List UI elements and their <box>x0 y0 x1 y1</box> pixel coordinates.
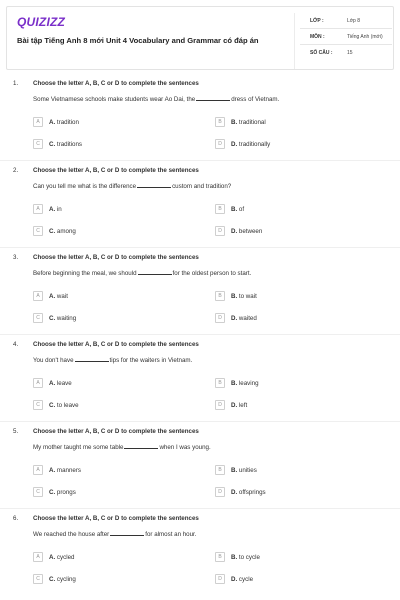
option-a-box[interactable]: A <box>33 465 43 475</box>
question-number: 5. <box>13 428 19 435</box>
question-instruction: Choose the letter A, B, C or D to complete the sentences <box>33 254 199 261</box>
option-text: traditionally <box>238 141 271 148</box>
option-letter: D. <box>231 402 238 409</box>
option-b-box[interactable]: B <box>215 117 225 127</box>
option-letter: B. <box>231 293 238 300</box>
option-b-box[interactable]: B <box>215 378 225 388</box>
question-number: 4. <box>13 341 19 348</box>
sentence-after: when I was young. <box>159 444 211 451</box>
option-text: to cycle <box>238 554 260 561</box>
option-text: unities <box>238 467 257 474</box>
option-a-box[interactable]: A <box>33 117 43 127</box>
option-text: prongs <box>56 489 76 496</box>
option-text: leaving <box>238 380 259 387</box>
option-d-box[interactable]: D <box>215 487 225 497</box>
sentence-after: for the oldest person to start. <box>172 270 252 277</box>
question-sentence <box>33 444 211 451</box>
option-letter: C. <box>49 489 56 496</box>
question-divider <box>0 160 400 161</box>
option-c-box[interactable]: C <box>33 487 43 497</box>
question-instruction: Choose the letter A, B, C or D to complete the sentences <box>33 341 199 348</box>
option-letter: B. <box>231 206 238 213</box>
option-c-box[interactable]: C <box>33 400 43 410</box>
option-letter: C. <box>49 141 56 148</box>
worksheet-header <box>6 6 394 70</box>
question-sentence <box>33 357 192 364</box>
option-c-box[interactable]: C <box>33 139 43 149</box>
option-text: offsprings <box>238 489 266 496</box>
option-b-box[interactable]: B <box>215 204 225 214</box>
option-letter: C. <box>49 228 56 235</box>
sentence-before: We reached the house after <box>33 531 110 538</box>
header-divider <box>294 13 295 69</box>
option-a-box[interactable]: A <box>33 204 43 214</box>
option-a-box[interactable]: A <box>33 291 43 301</box>
option-letter: A. <box>49 293 56 300</box>
option-letter: A. <box>49 206 56 213</box>
answer-blank <box>110 531 144 536</box>
meta-count-label: SỐ CÂU : <box>310 50 333 56</box>
option-b-box[interactable]: B <box>215 291 225 301</box>
worksheet-meta <box>300 13 392 61</box>
sentence-after: custom and tradition? <box>172 183 232 190</box>
meta-count-value: 15 <box>347 50 353 56</box>
option-letter: C. <box>49 576 56 583</box>
option-text: tradition <box>56 119 79 126</box>
option-letter: B. <box>231 380 238 387</box>
answer-blank <box>138 270 172 275</box>
option-text: left <box>238 402 248 409</box>
option-b-box[interactable]: B <box>215 552 225 562</box>
sentence-after: tips for the waiters in Vietnam. <box>109 357 193 364</box>
option-text: cycling <box>56 576 76 583</box>
option-letter: B. <box>231 119 238 126</box>
option-c-box[interactable]: C <box>33 226 43 236</box>
question-number: 6. <box>13 515 19 522</box>
option-text: to leave <box>56 402 79 409</box>
question-instruction: Choose the letter A, B, C or D to complete the sentences <box>33 80 199 87</box>
option-a-box[interactable]: A <box>33 552 43 562</box>
sentence-before: My mother taught me some table <box>33 444 124 451</box>
worksheet-title: Bài tập Tiếng Anh 8 mới Unit 4 Vocabulary and Grammar có đáp án <box>17 36 259 45</box>
answer-blank <box>124 444 158 449</box>
meta-subject-value: Tiếng Anh (mới) <box>347 34 383 40</box>
option-c-box[interactable]: C <box>33 313 43 323</box>
option-d-box[interactable]: D <box>215 574 225 584</box>
option-d-box[interactable]: D <box>215 400 225 410</box>
answer-blank <box>196 96 230 101</box>
sentence-after: dress of Vietnam. <box>231 96 280 103</box>
answer-blank <box>75 357 109 362</box>
option-text: in <box>56 206 62 213</box>
option-letter: D. <box>231 141 238 148</box>
option-letter: D. <box>231 489 238 496</box>
option-text: between <box>238 228 263 235</box>
option-letter: A. <box>49 554 56 561</box>
question-divider <box>0 247 400 248</box>
option-letter: D. <box>231 315 238 322</box>
option-letter: D. <box>231 228 238 235</box>
option-letter: A. <box>49 380 56 387</box>
answer-blank <box>137 183 171 188</box>
option-letter: B. <box>231 467 238 474</box>
sentence-before: You don't have <box>33 357 74 364</box>
option-text: cycle <box>238 576 254 583</box>
question-sentence <box>33 270 251 277</box>
option-b-box[interactable]: B <box>215 465 225 475</box>
sentence-after: for almost an hour. <box>145 531 197 538</box>
option-text: traditional <box>238 119 266 126</box>
option-text: to wait <box>238 293 257 300</box>
sentence-before: Can you tell me what is the difference <box>33 183 137 190</box>
option-text: wait <box>56 293 68 300</box>
option-letter: C. <box>49 402 56 409</box>
option-letter: B. <box>231 554 238 561</box>
option-letter: A. <box>49 467 56 474</box>
question-instruction: Choose the letter A, B, C or D to complete the sentences <box>33 515 199 522</box>
option-letter: D. <box>231 576 238 583</box>
meta-class <box>300 13 392 29</box>
question-number: 3. <box>13 254 19 261</box>
question-sentence <box>33 531 197 538</box>
meta-subject-label: MÔN : <box>310 34 325 40</box>
meta-class-value: Lớp 8 <box>347 18 361 24</box>
option-text: manners <box>56 467 81 474</box>
question-number: 1. <box>13 80 19 87</box>
option-text: cycled <box>56 554 75 561</box>
question-divider <box>0 334 400 335</box>
option-text: waiting <box>56 315 77 322</box>
question-instruction: Choose the letter A, B, C or D to complete the sentences <box>33 167 199 174</box>
option-c-box[interactable]: C <box>33 574 43 584</box>
question-instruction: Choose the letter A, B, C or D to complete the sentences <box>33 428 199 435</box>
option-text: among <box>56 228 76 235</box>
question-divider <box>0 421 400 422</box>
question-number: 2. <box>13 167 19 174</box>
meta-count <box>300 45 392 61</box>
option-text: waited <box>238 315 257 322</box>
option-text: leave <box>56 380 72 387</box>
option-d-box[interactable]: D <box>215 139 225 149</box>
option-d-box[interactable]: D <box>215 226 225 236</box>
option-letter: A. <box>49 119 56 126</box>
meta-class-label: LỚP : <box>310 18 324 24</box>
option-text: of <box>238 206 245 213</box>
quizizz-logo: QUIZIZZ <box>17 15 66 29</box>
option-a-box[interactable]: A <box>33 378 43 388</box>
sentence-before: Some Vietnamese schools make students wear Ao Dai, the <box>33 96 196 103</box>
option-letter: C. <box>49 315 56 322</box>
sentence-before: Before beginning the meal, we should <box>33 270 137 277</box>
option-d-box[interactable]: D <box>215 313 225 323</box>
question-divider <box>0 508 400 509</box>
meta-subject <box>300 29 392 45</box>
option-text: traditions <box>56 141 83 148</box>
question-sentence <box>33 183 231 190</box>
question-sentence <box>33 96 279 103</box>
